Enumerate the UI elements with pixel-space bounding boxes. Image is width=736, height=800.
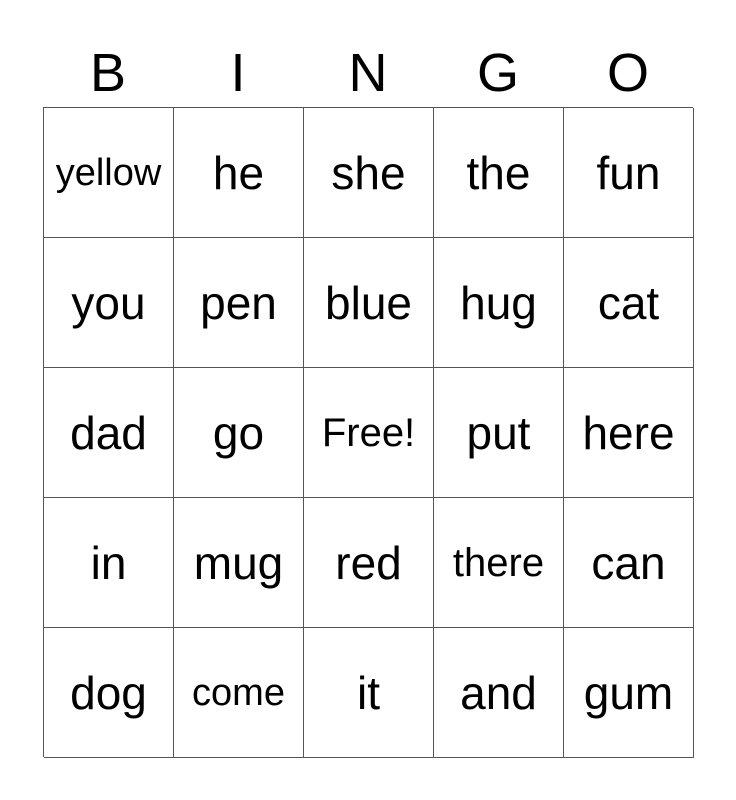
header-letter-o: O (606, 43, 649, 103)
bingo-cell[interactable]: hug (434, 238, 564, 368)
bingo-cell[interactable]: mug (174, 498, 304, 628)
bingo-header (43, 38, 693, 108)
header-letter-g: G (476, 43, 519, 103)
bingo-cell[interactable]: she (304, 108, 434, 238)
bingo-cell[interactable]: go (174, 368, 304, 498)
bingo-cell[interactable]: it (304, 628, 434, 758)
bingo-cell[interactable]: in (44, 498, 174, 628)
header-letter-i: I (230, 43, 246, 103)
bingo-cell[interactable]: dog (44, 628, 174, 758)
bingo-cell[interactable]: put (434, 368, 564, 498)
bingo-board (43, 107, 693, 757)
header-letter-b: B (89, 43, 127, 103)
free-space-cell[interactable]: Free! (304, 368, 434, 498)
bingo-cell[interactable]: and (434, 628, 564, 758)
bingo-cell[interactable]: blue (304, 238, 434, 368)
bingo-cell[interactable]: come (174, 628, 304, 758)
bingo-cell[interactable]: the (434, 108, 564, 238)
bingo-cell[interactable]: cat (564, 238, 694, 368)
bingo-cell[interactable]: you (44, 238, 174, 368)
bingo-cell[interactable]: dad (44, 368, 174, 498)
bingo-cell[interactable]: here (564, 368, 694, 498)
bingo-cell[interactable]: can (564, 498, 694, 628)
bingo-cell[interactable]: there (434, 498, 564, 628)
bingo-cell[interactable]: red (304, 498, 434, 628)
bingo-cell[interactable]: fun (564, 108, 694, 238)
bingo-cell[interactable]: yellow (44, 108, 174, 238)
bingo-cell[interactable]: gum (564, 628, 694, 758)
bingo-cell[interactable]: he (174, 108, 304, 238)
bingo-cell[interactable]: pen (174, 238, 304, 368)
header-letter-n: N (348, 43, 388, 103)
